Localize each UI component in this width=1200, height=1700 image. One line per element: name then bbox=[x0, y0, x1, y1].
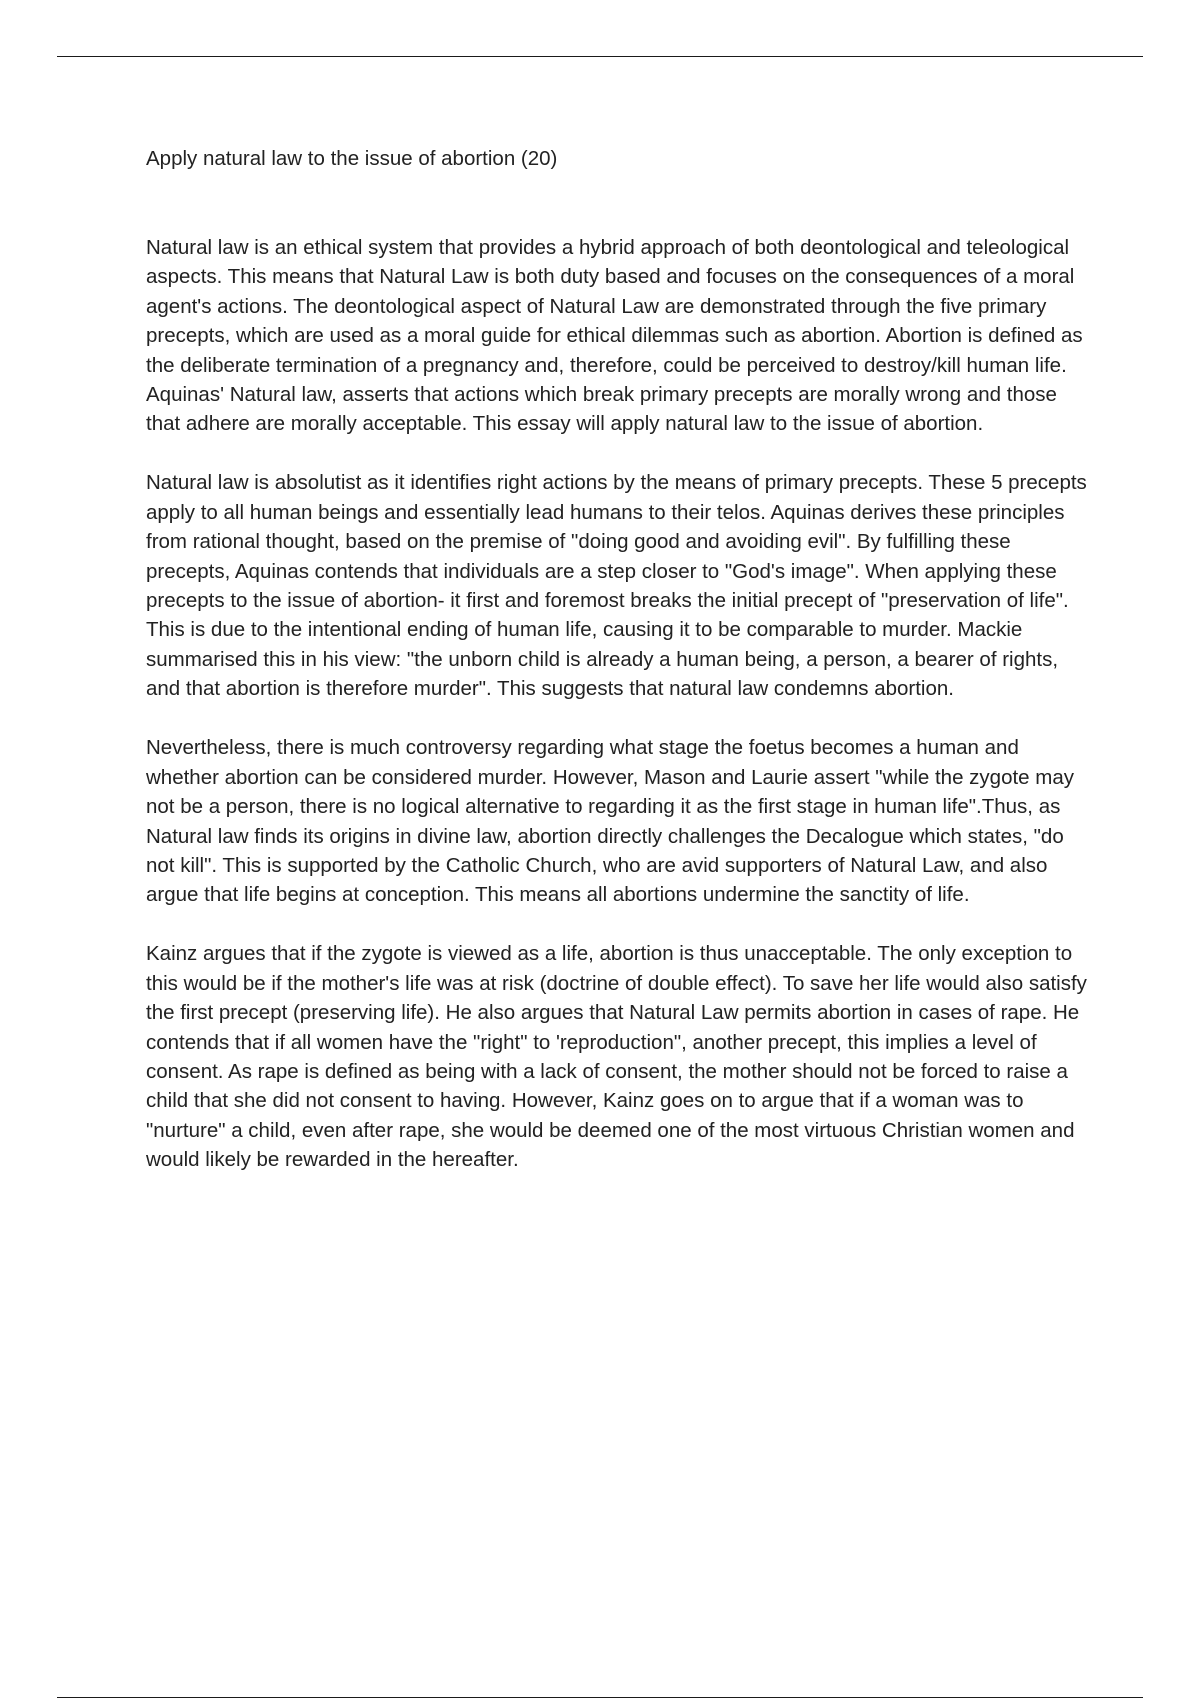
document-content bbox=[146, 146, 1096, 1204]
paragraph-introduction: Natural law is an ethical system that provides a hybrid approach of both deontological and teleological aspects. This means that Natural Law is both duty based and focuses on the consequences of a moral agent's actions. The deontological aspect of Natural Law are demonstrated through the five primary precepts, which are used as a moral guide for ethical dilemmas such as abortion. Abortion is defined as the deliberate termination of a pregnancy and, therefore, could be perceived to destroy/kill human life. Aquinas' Natural law, asserts that actions which break primary precepts are morally wrong and those that adhere are morally acceptable. This essay will apply natural law to the issue of abortion. bbox=[146, 236, 1083, 436]
footer-rule bbox=[57, 1697, 1143, 1698]
paragraph-controversy: Nevertheless, there is much controversy regarding what stage the foetus becomes a human and whether abortion can be considered murder. However, Mason and Laurie assert "while the zygote may not be a person, there is no logical alternative to regarding it as the first stage in human life".Thus, as Natural law finds its origins in divine law, abortion directly challenges the Decalogue which states, "do not kill". This is supported by the Catholic Church, who are avid supporters of Natural Law, and also argue that life begins at conception. This means all abortions undermine the sanctity of life. bbox=[146, 736, 1075, 907]
essay-title: Apply natural law to the issue of abortion (20) bbox=[146, 147, 558, 170]
essay-body bbox=[146, 233, 1096, 1175]
paragraph-primary-precepts: Natural law is absolutist as it identifies right actions by the means of primary precepts. These 5 precepts apply to all human beings and essentially lead humans to their telos. Aquinas derives these principles from rational thought, based on the premise of "doing good and avoiding evil". By fulfilling these precepts, Aquinas contends that individuals are a step closer to "God's image". When applying these precepts to the issue of abortion- it first and foremost breaks the initial precept of "preservation of life". This is due to the intentional ending of human life, causing it to be comparable to murder. Mackie summarised this in his view: "the unborn child is already a human being, a person, a bearer of rights, and that abortion is therefore murder". This suggests that natural law condemns abortion. bbox=[146, 471, 1087, 701]
header-rule bbox=[57, 56, 1143, 57]
paragraph-kainz: Kainz argues that if the zygote is viewed as a life, abortion is thus unacceptable. The only exception to this would be if the mother's life was at risk (doctrine of double effect). To save her life would also satisfy the first precept (preserving life). He also argues that Natural Law permits abortion in cases of rape. He contends that if all women have the "right" to 'reproduction", another precept, this implies a level of consent. As rape is defined as being with a lack of consent, the mother should not be forced to raise a child that she did not consent to having. However, Kainz goes on to argue that if a woman was to "nurture" a child, even after rape, she would be deemed one of the most virtuous Christian women and would likely be rewarded in the hereafter. bbox=[146, 942, 1087, 1172]
